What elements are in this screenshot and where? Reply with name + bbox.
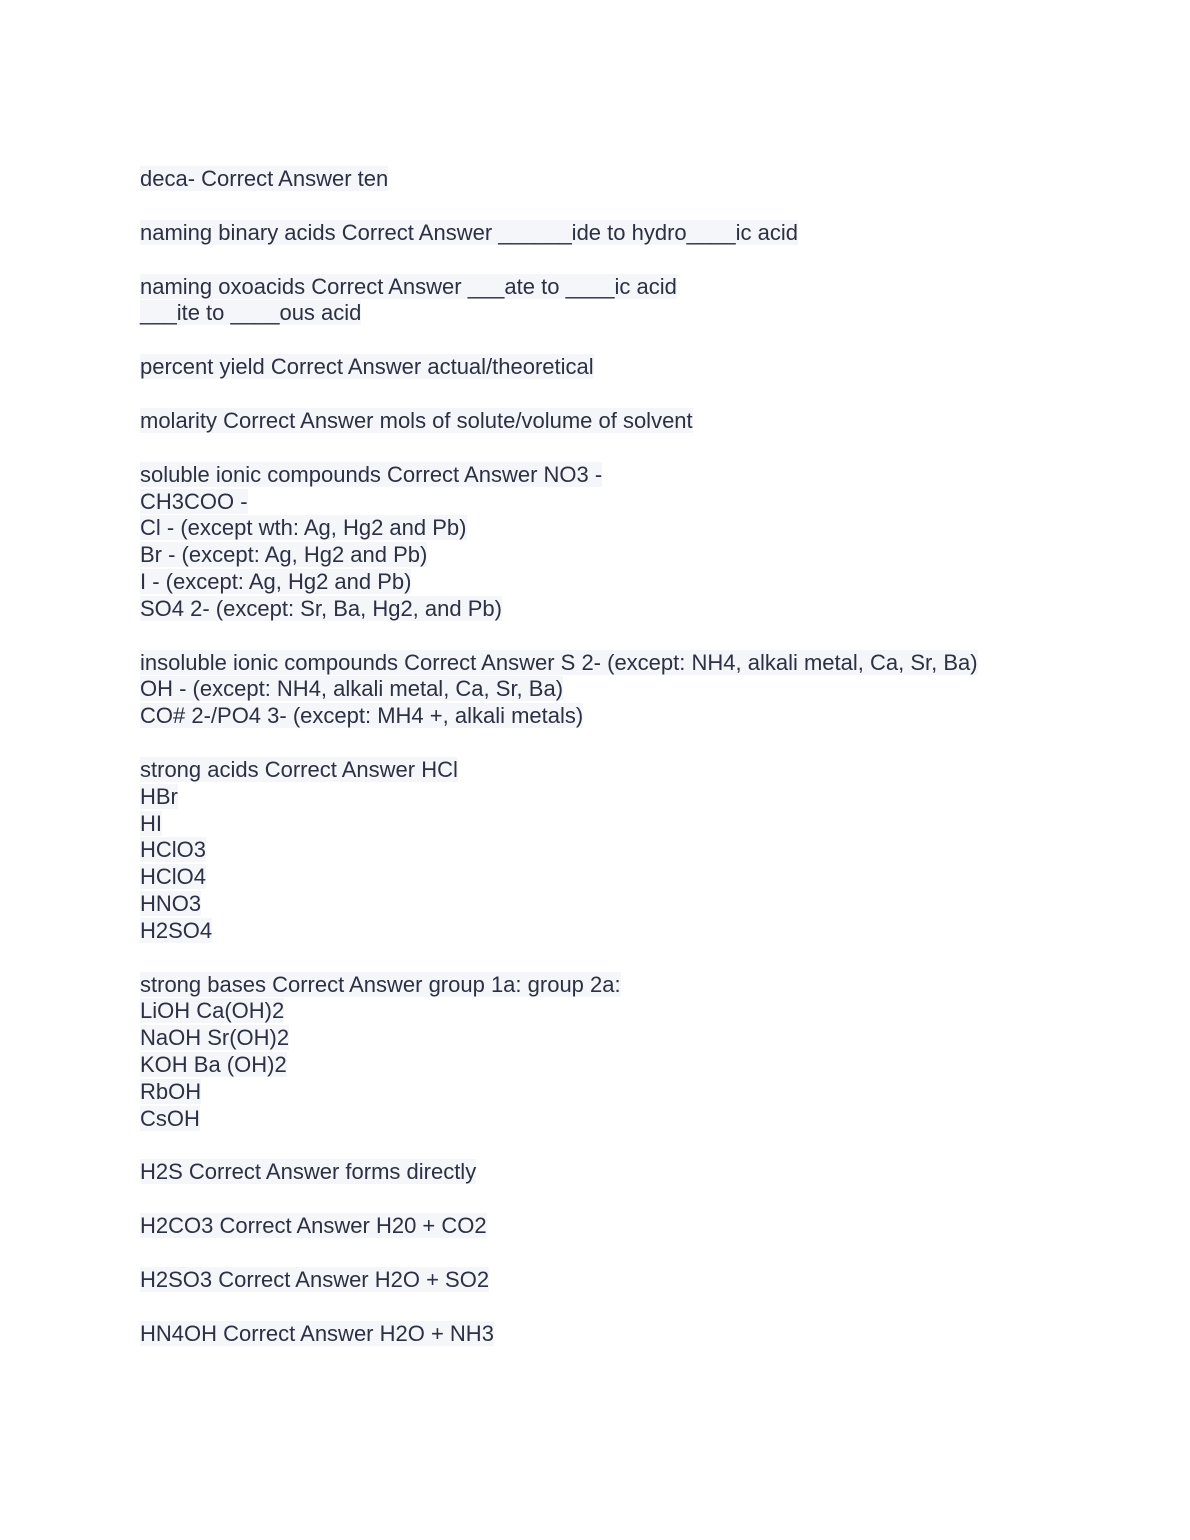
entry-line: SO4 2- (except: Sr, Ba, Hg2, and Pb) (140, 595, 502, 621)
entry-soluble-ionic (140, 462, 1140, 623)
entry-line: soluble ionic compounds Correct Answer NO3 - (140, 461, 603, 487)
entry-line: HBr (140, 783, 178, 809)
entry-line: HClO4 (140, 864, 207, 890)
entry-line: strong acids Correct Answer HCl (140, 756, 458, 782)
entry-insoluble-ionic (140, 650, 1140, 730)
entry-oxoacids (140, 274, 1140, 328)
entry-deca (140, 166, 1140, 193)
entry-line: molarity Correct Answer mols of solute/volume of solvent (140, 407, 693, 433)
entry-line: CsOH (140, 1105, 200, 1131)
entry-line: H2S Correct Answer forms directly (140, 1159, 477, 1185)
entry-line: HN4OH Correct Answer H2O + NH3 (140, 1320, 494, 1346)
entry-line: OH - (except: NH4, alkali metal, Ca, Sr, Ba) (140, 676, 564, 702)
entry-line: naming binary acids Correct Answer ______ide to hydro____ic acid (140, 219, 798, 245)
entry-line: Br - (except: Ag, Hg2 and Pb) (140, 542, 428, 568)
entry-line: H2CO3 Correct Answer H20 + CO2 (140, 1213, 487, 1239)
entry-molarity (140, 408, 1140, 435)
entry-line: I - (except: Ag, Hg2 and Pb) (140, 568, 412, 594)
entry-line: NaOH Sr(OH)2 (140, 1025, 290, 1051)
entry-line: H2SO4 (140, 917, 213, 943)
entry-line: KOH Ba (OH)2 (140, 1051, 287, 1077)
entry-h2so3 (140, 1267, 1140, 1294)
entry-line: deca- Correct Answer ten (140, 166, 389, 191)
entry-line: Cl - (except wth: Ag, Hg2 and Pb) (140, 515, 467, 541)
entry-line: HNO3 (140, 890, 202, 916)
entry-line: HClO3 (140, 837, 207, 863)
entry-line: strong bases Correct Answer group 1a: group 2a: (140, 971, 621, 997)
entry-line: naming oxoacids Correct Answer ___ate to ____ic acid (140, 273, 677, 299)
document-page (140, 166, 1140, 1375)
entry-line: H2SO3 Correct Answer H2O + SO2 (140, 1266, 490, 1292)
entry-line: percent yield Correct Answer actual/theoretical (140, 354, 594, 380)
entry-hn4oh (140, 1321, 1140, 1348)
entry-line: insoluble ionic compounds Correct Answer S 2- (except: NH4, alkali metal, Ca, Sr, Ba) (140, 649, 978, 675)
entry-h2s (140, 1159, 1140, 1186)
entry-line: CH3COO - (140, 488, 248, 514)
entry-line: RbOH (140, 1078, 202, 1104)
entry-line: HI (140, 810, 162, 836)
entry-line: ___ite to ____ous acid (140, 300, 362, 326)
entry-h2co3 (140, 1213, 1140, 1240)
entry-line: CO# 2-/PO4 3- (except: MH4 +, alkali metals) (140, 703, 584, 729)
entry-binary-acids (140, 220, 1140, 247)
entry-strong-acids (140, 757, 1140, 945)
entry-strong-bases (140, 972, 1140, 1133)
entry-percent-yield (140, 354, 1140, 381)
entry-line: LiOH Ca(OH)2 (140, 998, 285, 1024)
